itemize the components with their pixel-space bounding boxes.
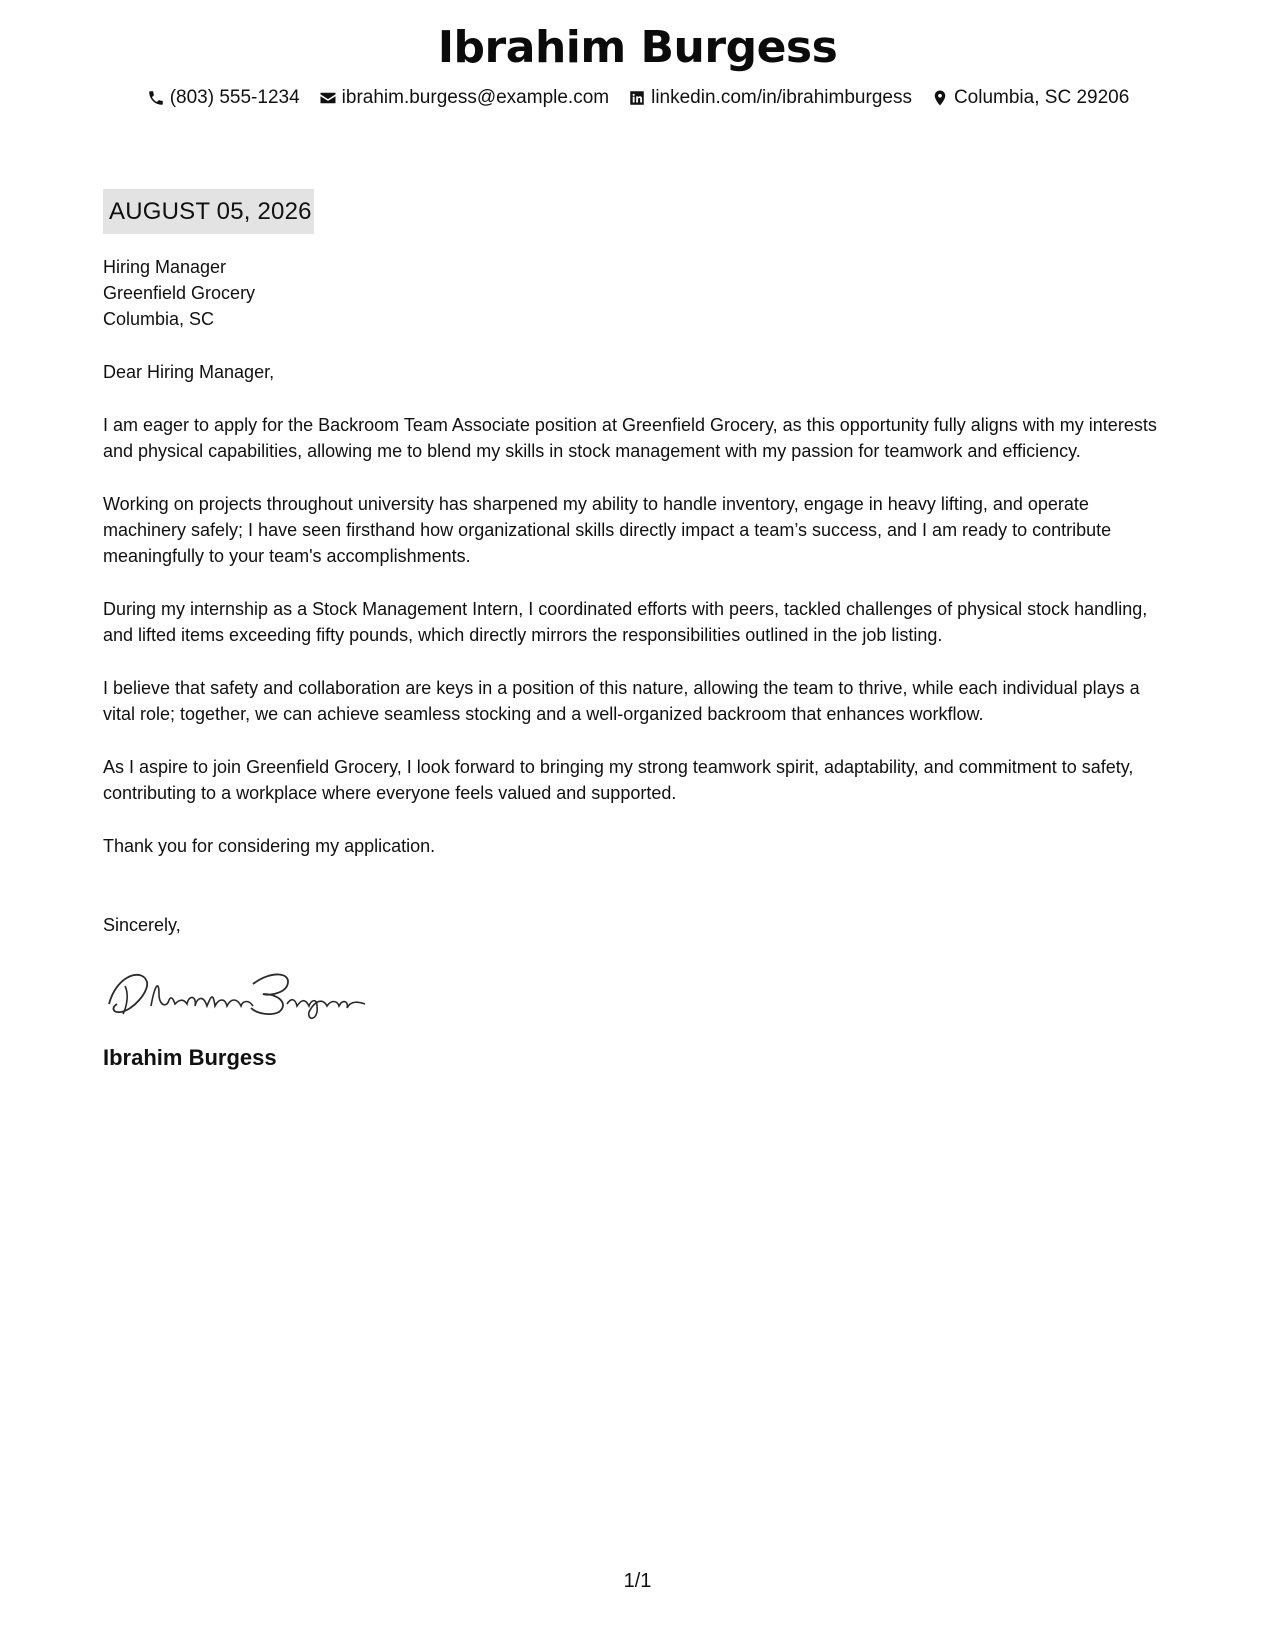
paragraph-internship: During my internship as a Stock Management Intern, I coordinated efforts with peers, tackled challenges of physical stock handling, and lifted items exceeding fifty pounds, which directly mirrors the responsibilities outlined in the job listing.	[103, 599, 1148, 645]
paragraph-experience: Working on projects throughout university has sharpened my ability to handle inventory, engage in heavy lifting, and operate machinery safely; I have seen firsthand how organizational skills directly impact a team’s success, and I am ready to contribute meaningfully to your team's accomplishments.	[103, 494, 1112, 566]
contact-email[interactable]	[318, 86, 609, 110]
recipient-block	[103, 254, 1173, 332]
closing: Sincerely,	[103, 915, 181, 935]
handwritten-signature	[103, 964, 1173, 1024]
paragraph-safety: I believe that safety and collaboration are keys in a position of this nature, allowing the team to thrive, while each individual plays a vital role; together, we can achieve seamless stocking and a well-organized backroom that enhances workflow.	[103, 678, 1140, 724]
email-text[interactable]: ibrahim.burgess@example.com	[341, 87, 610, 108]
contact-info	[0, 86, 1275, 110]
page-number: 1/1	[623, 1570, 652, 1592]
phone-text: (803) 555-1234	[169, 87, 300, 108]
signer-name: Ibrahim Burgess	[103, 1045, 277, 1070]
paragraph-aspiration: As I aspire to join Greenfield Grocery, I look forward to bringing my strong teamwork spirit, adaptability, and commitment to safety, contributing to a workplace where everyone feels valued and supported.	[103, 757, 1134, 803]
phone-icon	[146, 88, 166, 108]
salutation: Dear Hiring Manager,	[103, 362, 275, 382]
envelope-icon	[318, 88, 338, 108]
recipient-location: Columbia, SC	[103, 309, 215, 329]
recipient-title: Hiring Manager	[103, 257, 227, 277]
linkedin-text[interactable]: linkedin.com/in/ibrahimburgess	[651, 87, 912, 108]
contact-phone	[146, 86, 300, 110]
location-text: Columbia, SC 29206	[953, 87, 1130, 108]
paragraph-thanks: Thank you for considering my application.	[103, 836, 436, 856]
map-pin-icon	[930, 88, 950, 108]
contact-location	[930, 86, 1129, 110]
linkedin-icon	[627, 88, 647, 108]
letter-date: AUGUST 05, 2026	[103, 189, 314, 234]
recipient-company: Greenfield Grocery	[103, 283, 256, 303]
paragraph-intro: I am eager to apply for the Backroom Team Associate position at Greenfield Grocery, as this opportunity fully aligns with my interests and physical capabilities, allowing me to blend my skills in stock management with my passion for teamwork and efficiency.	[103, 415, 1157, 461]
letter-header	[0, 20, 1275, 110]
letter-body	[103, 189, 1173, 1072]
contact-linkedin[interactable]	[627, 86, 912, 110]
applicant-name: Ibrahim Burgess	[437, 22, 838, 73]
